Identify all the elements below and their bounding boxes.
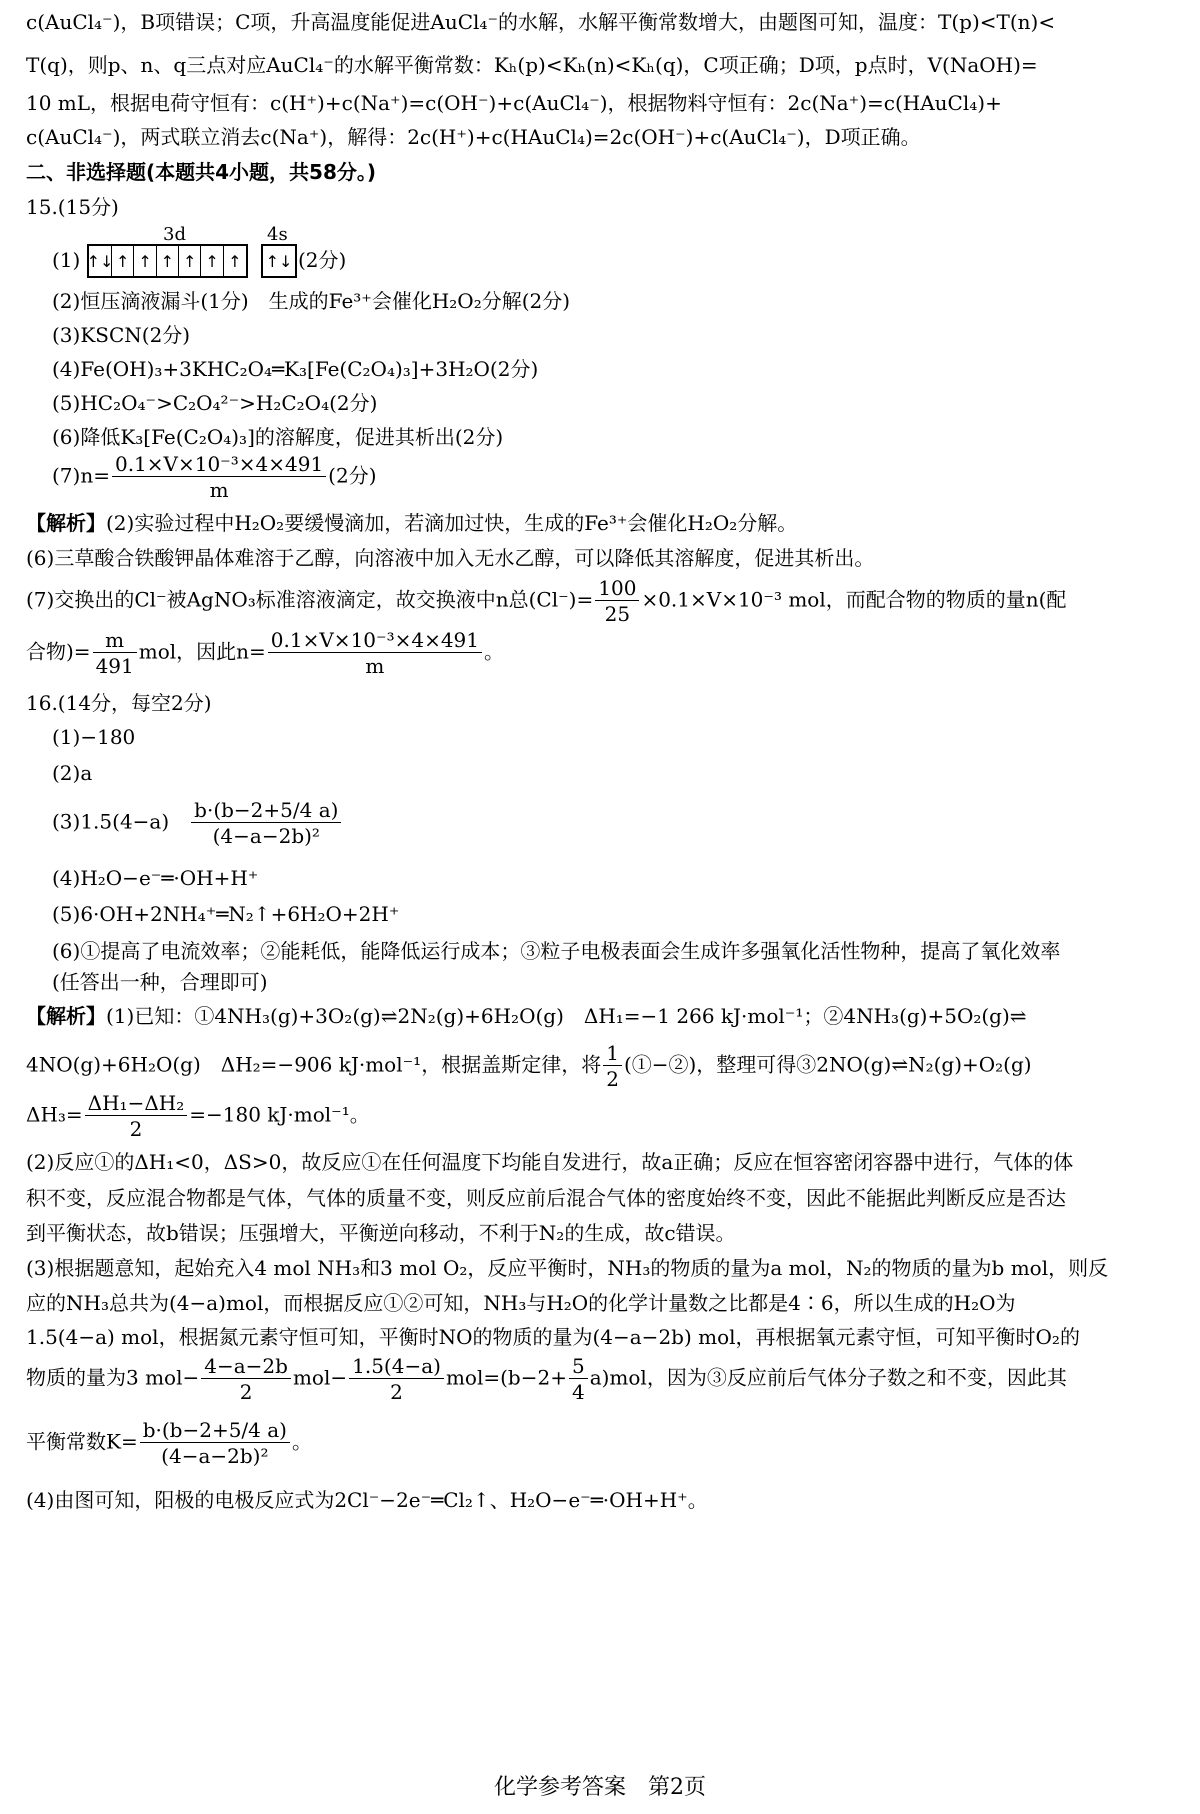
fraction — [268, 630, 482, 676]
fraction — [603, 1043, 622, 1089]
answer-line: (4)H₂O−e⁻═·OH+H⁺ — [52, 866, 259, 890]
numerator: m — [93, 630, 137, 653]
answer-line: (5)6·OH+2NH₄⁺═N₂↑+6H₂O+2H⁺ — [52, 902, 400, 926]
fraction — [595, 578, 639, 624]
numerator: 5 — [569, 1356, 588, 1379]
analysis-line: 积不变，反应混合物都是气体，气体的质量不变，则反应前后混合气体的密度始终不变，因此不能据此判断反应是否达 — [26, 1186, 1066, 1210]
answer-line: (任答出一种，合理即可) — [52, 970, 268, 994]
orbital-box: ↑ — [157, 246, 179, 276]
text: mol=(b−2+ — [445, 1365, 567, 1390]
text: 物质的量为3 mol− — [26, 1365, 200, 1390]
text: 合物)= — [26, 639, 91, 664]
answer-line: (5)HC₂O₄⁻>C₂O₄²⁻>H₂C₂O₄(2分) — [52, 391, 378, 415]
analysis-formula — [26, 1093, 370, 1139]
fraction — [349, 1356, 444, 1402]
denominator: 4 — [571, 1380, 585, 1404]
question-number: 15.(15分) — [26, 195, 119, 219]
denominator: 2 — [129, 1117, 143, 1141]
analysis-formula — [26, 630, 504, 676]
text: ΔH₃= — [26, 1102, 83, 1127]
analysis-tag: 【解析】 — [26, 511, 106, 535]
answer-line: (2)恒压滴液漏斗(1分) 生成的Fe³⁺会催化H₂O₂分解(2分) — [52, 289, 571, 313]
text: =−180 kJ·mol⁻¹。 — [189, 1102, 370, 1127]
denominator: m — [365, 654, 385, 678]
answer-line: (6)降低K₃[Fe(C₂O₄)₃]的溶解度，促进其析出(2分) — [52, 425, 504, 449]
numerator: 0.1×V×10⁻³×4×491 — [112, 454, 326, 477]
answer-formula — [52, 800, 343, 846]
fraction — [191, 800, 341, 846]
fraction — [569, 1356, 588, 1402]
text: 4NO(g)+6H₂O(g) ΔH₂=−906 kJ·mol⁻¹，根据盖斯定律，将 — [26, 1052, 602, 1077]
denominator: 491 — [95, 654, 134, 678]
orbital-box: ↑ — [112, 246, 134, 276]
analysis-line — [26, 1006, 1027, 1026]
analysis-tag: 【解析】 — [26, 1004, 106, 1028]
answer-formula — [52, 454, 377, 500]
denominator: (4−a−2b)² — [161, 1444, 269, 1468]
text-line: 10 mL，根据电荷守恒有：c(H⁺)+c(Na⁺)=c(OH⁻)+c(AuCl₄⁻)，根据物料守恒有：2c(Na⁺)=c(HAuCl₄)+ — [26, 91, 1002, 115]
text: ×0.1×V×10⁻³ mol，而配合物的物质的量n(配 — [641, 587, 1067, 612]
numerator: b·(b−2+5/4 a) — [140, 1420, 290, 1443]
orbital-3d-label: 3d — [163, 224, 186, 245]
denominator: 2 — [606, 1067, 619, 1091]
orbital-box: ↑ — [201, 246, 223, 276]
denominator: 25 — [604, 602, 631, 626]
orbital-4s-label: 4s — [267, 224, 288, 245]
text: 。 — [291, 1429, 312, 1454]
denominator: (4−a−2b)² — [212, 824, 320, 848]
analysis-text: (2)实验过程中H₂O₂要缓慢滴加，若滴加过快，生成的Fe³⁺会催化H₂O₂分解。 — [106, 511, 798, 535]
text: a)mol，因为③反应前后气体分子数之和不变，因此其 — [589, 1365, 1067, 1390]
orbital-box: ↑↓ — [89, 246, 112, 276]
numerator: 1 — [603, 1043, 622, 1066]
formula-prefix: (7)n= — [52, 463, 110, 488]
analysis-line: (4)由图可知，阳极的电极反应式为2Cl⁻−2e⁻═Cl₂↑、H₂O−e⁻═·OH+H⁺。 — [26, 1488, 708, 1512]
analysis-formula — [26, 1356, 1067, 1402]
orbital-box: ↑↓ — [265, 251, 293, 271]
analysis-line — [26, 513, 797, 533]
fraction — [112, 454, 326, 500]
text: 。 — [484, 639, 504, 664]
orbital-3d-boxes — [87, 244, 248, 278]
analysis-line: 1.5(4−a) mol，根据氮元素守恒可知，平衡时NO的物质的量为(4−a−2b) mol，再根据氧元素守恒，可知平衡时O₂的 — [26, 1325, 1080, 1349]
answer-line: (3)KSCN(2分) — [52, 323, 191, 347]
text: 平衡常数K= — [26, 1429, 138, 1454]
text: (3)1.5(4−a) — [52, 809, 170, 834]
text-line: c(AuCl₄⁻)，B项错误；C项，升高温度能促进AuCl₄⁻的水解，水解平衡常数增大，由题图可知，温度：T(p)<T(n)< — [26, 10, 1056, 34]
section-heading: 二、非选择题(本题共4小题，共58分。) — [26, 160, 377, 184]
orbital-box: ↑ — [179, 246, 201, 276]
score-note: (2分) — [298, 248, 347, 272]
numerator: 100 — [595, 578, 639, 601]
numerator: 0.1×V×10⁻³×4×491 — [268, 630, 482, 653]
analysis-formula — [26, 578, 1066, 624]
text: mol，因此n= — [138, 639, 266, 664]
analysis-line: (6)三草酸合铁酸钾晶体难溶于乙醇，向溶液中加入无水乙醇，可以降低其溶解度，促进其析出。 — [26, 546, 875, 570]
orbital-box: ↑ — [228, 251, 242, 271]
text-line: T(q)，则p、n、q三点对应AuCl₄⁻的水解平衡常数：Kₕ(p)<Kₕ(n)<Kₕ(q)，C项正确；D项，p点时，V(NaOH)= — [26, 53, 1038, 77]
denominator: 2 — [239, 1380, 253, 1404]
denominator: m — [209, 478, 229, 502]
answer-line: (4)Fe(OH)₃+3KHC₂O₄═K₃[Fe(C₂O₄)₃]+3H₂O(2分) — [52, 357, 539, 381]
fraction — [201, 1356, 291, 1402]
denominator: 2 — [390, 1380, 403, 1404]
orbital-4s-box — [261, 244, 297, 278]
question-number: 16.(14分，每空2分) — [26, 691, 212, 715]
page-footer: 化学参考答案 第2页 — [494, 1775, 706, 1800]
orbital-box: ↑ — [134, 246, 156, 276]
score-note: (2分) — [328, 463, 377, 488]
numerator: b·(b−2+5/4 a) — [191, 800, 341, 823]
fraction — [93, 630, 137, 676]
text: mol− — [292, 1365, 348, 1390]
text-line: c(AuCl₄⁻)，两式联立消去c(Na⁺)，解得：2c(H⁺)+c(HAuCl₄)=2c(OH⁻)+c(AuCl₄⁻)，D项正确。 — [26, 125, 921, 149]
analysis-line: (3)根据题意知，起始充入4 mol NH₃和3 mol O₂，反应平衡时，NH₃的物质的量为a mol，N₂的物质的量为b mol，则反 — [26, 1256, 1109, 1280]
numerator: 1.5(4−a) — [349, 1356, 444, 1379]
analysis-line: 应的NH₃总共为(4−a)mol，而根据反应①②可知，NH₃与H₂O的化学计量数之比都是4∶6，所以生成的H₂O为 — [26, 1291, 1016, 1315]
answer-line: (2)a — [52, 761, 93, 785]
text: (①−②)，整理可得③2NO(g)⇌N₂(g)+O₂(g) — [623, 1052, 1032, 1077]
analysis-formula — [26, 1420, 312, 1466]
answer-line: (6)①提高了电流效率；②能耗低，能降低运行成本；③粒子电极表面会生成许多强氧化活性物种，提高了氧化效率 — [52, 939, 1061, 963]
analysis-line: (2)反应①的ΔH₁<0，ΔS>0，故反应①在任何温度下均能自发进行，故a正确；反应在恒容密闭容器中进行，气体的体 — [26, 1150, 1074, 1174]
analysis-formula — [26, 1043, 1032, 1089]
numerator: ΔH₁−ΔH₂ — [85, 1093, 188, 1116]
numerator: 4−a−2b — [201, 1356, 291, 1379]
fraction — [140, 1420, 290, 1466]
analysis-line: 到平衡状态，故b错误；压强增大，平衡逆向移动，不利于N₂的生成，故c错误。 — [26, 1221, 736, 1245]
text: (7)交换出的Cl⁻被AgNO₃标准溶液滴定，故交换液中n总(Cl⁻)= — [26, 587, 594, 612]
answer-label: (1) — [52, 248, 81, 272]
fraction — [85, 1093, 188, 1139]
analysis-text: (1)已知：①4NH₃(g)+3O₂(g)⇌2N₂(g)+6H₂O(g) ΔH₁=−1 266 kJ·mol⁻¹；②4NH₃(g)+5O₂(g)⇌ — [106, 1004, 1027, 1028]
answer-line: (1)−180 — [52, 725, 136, 749]
